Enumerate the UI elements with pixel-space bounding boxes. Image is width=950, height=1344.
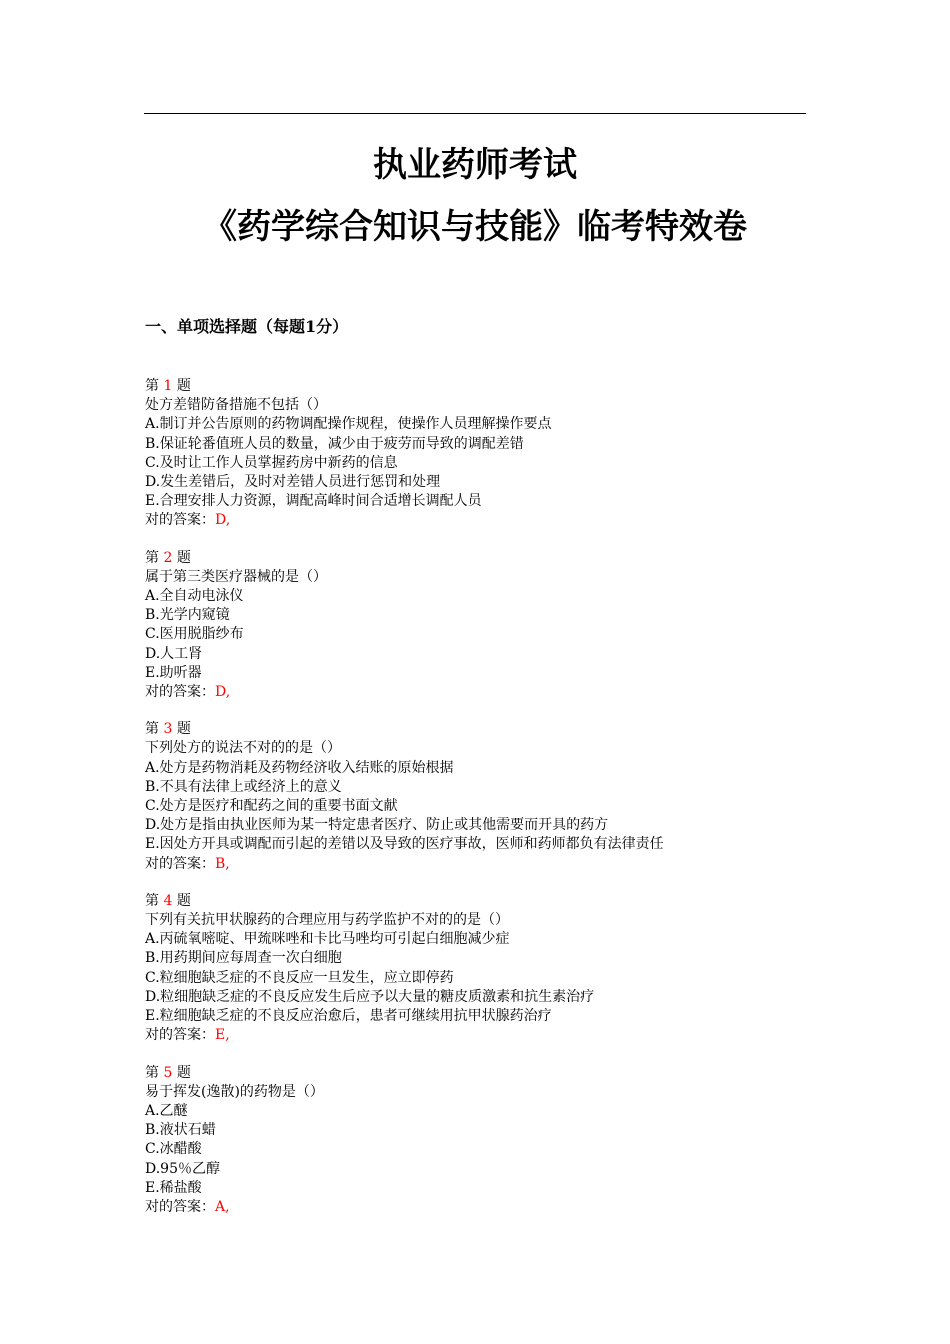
question-option: A.丙硫氧嘧啶、甲巯咪唑和卡比马唑均可引起白细胞减少症 — [145, 931, 510, 948]
question-option: C.及时让工作人员掌握药房中新药的信息 — [145, 454, 398, 471]
question-suffix: 题 — [176, 549, 191, 566]
answer-value: D, — [215, 684, 231, 701]
question-option: E.粒细胞缺乏症的不良反应治愈后，患者可继续用抗甲状腺药治疗 — [145, 1008, 552, 1025]
question-option: C.冰醋酸 — [145, 1141, 202, 1158]
question-suffix: 题 — [176, 892, 191, 909]
question-number: 4 — [163, 892, 173, 909]
question-prefix: 第 — [145, 378, 159, 394]
question-option: A.乙醚 — [145, 1102, 188, 1119]
question-prefix: 第 — [145, 549, 159, 566]
question-option: D.95％乙醇 — [145, 1160, 220, 1177]
answer-value: E, — [215, 1027, 230, 1044]
question-header — [145, 1064, 845, 1083]
answer-line — [145, 855, 845, 874]
answer-value: D, — [215, 512, 231, 529]
answer-prefix: 对的答案： — [145, 855, 215, 872]
question-stem: 下列有关抗甲状腺药的合理应用与药学监护不对的的是（） — [145, 912, 509, 929]
answer-line — [145, 683, 845, 702]
question-option: E.稀盐酸 — [145, 1179, 202, 1196]
question-list — [145, 377, 845, 1235]
question-stem: 属于第三类医疗器械的是（） — [145, 568, 327, 585]
question-header — [145, 892, 845, 911]
question-prefix: 第 — [145, 1064, 159, 1081]
question-option: E.助听器 — [145, 664, 202, 681]
answer-line — [145, 1026, 845, 1045]
question-number: 3 — [163, 721, 173, 738]
answer-line — [145, 511, 845, 530]
section-heading: 一、单项选择题（每题1分） — [145, 317, 349, 336]
question-option: D.处方是指由执业医师为某一特定患者医疗、防止或其他需要而开具的药方 — [145, 817, 609, 834]
answer-line — [145, 1198, 845, 1217]
question-option: A.制订并公告原则的药物调配操作规程，使操作人员理解操作要点 — [145, 416, 552, 433]
answer-prefix: 对的答案： — [145, 684, 215, 701]
question-option: C.医用脱脂纱布 — [145, 626, 244, 643]
question-number: 5 — [163, 1064, 173, 1081]
question-option: B.用药期间应每周查一次白细胞 — [145, 950, 342, 967]
question-number: 2 — [163, 549, 173, 566]
question-header — [145, 720, 845, 739]
question-option: A.处方是药物消耗及药物经济收入结账的原始根据 — [145, 759, 454, 776]
question-header — [145, 377, 845, 396]
question-option: B.液状石蜡 — [145, 1122, 216, 1139]
question-block — [145, 377, 845, 531]
question-option: A.全自动电泳仪 — [145, 588, 244, 605]
question-option: C.粒细胞缺乏症的不良反应一旦发生，应立即停药 — [145, 969, 454, 986]
question-block — [145, 720, 845, 874]
question-block — [145, 1064, 845, 1218]
question-option: B.保证轮番值班人员的数量，减少由于疲劳而导致的调配差错 — [145, 435, 524, 452]
question-stem: 下列处方的说法不对的的是（） — [145, 740, 341, 757]
top-rule — [144, 113, 806, 114]
question-suffix: 题 — [176, 378, 191, 394]
question-header — [145, 549, 845, 568]
question-option: D.粒细胞缺乏症的不良反应发生后应予以大量的糖皮质激素和抗生素治疗 — [145, 988, 595, 1005]
question-prefix: 第 — [145, 721, 159, 738]
question-suffix: 题 — [176, 1064, 191, 1081]
question-prefix: 第 — [145, 892, 159, 909]
question-number: 1 — [163, 378, 173, 394]
question-option: D.人工肾 — [145, 645, 203, 662]
answer-prefix: 对的答案： — [145, 1027, 215, 1044]
question-option: E.合理安排人力资源，调配高峰时间合适增长调配人员 — [145, 493, 482, 510]
question-block — [145, 892, 845, 1046]
title-block — [0, 140, 950, 252]
answer-value: B, — [215, 855, 230, 872]
answer-prefix: 对的答案： — [145, 1198, 215, 1215]
question-option: D.发生差错后，及时对差错人员进行惩罚和处理 — [145, 474, 441, 491]
question-option: E.因处方开具或调配而引起的差错以及导致的医疗事故，医师和药师都负有法律责任 — [145, 836, 664, 853]
question-stem: 处方差错防备措施不包括（） — [145, 397, 327, 414]
question-option: B.光学内窥镜 — [145, 607, 230, 624]
question-suffix: 题 — [176, 721, 191, 738]
question-option: B.不具有法律上或经济上的意义 — [145, 778, 342, 795]
doc-title: 执业药师考试 — [373, 145, 577, 185]
doc-subtitle: 《药学综合知识与技能》临考特效卷 — [203, 207, 747, 247]
question-block — [145, 549, 845, 703]
question-stem: 易于挥发(逸散)的药物是（） — [145, 1083, 324, 1100]
question-option: C.处方是医疗和配药之间的重要书面文献 — [145, 798, 398, 815]
answer-value: A, — [215, 1198, 230, 1215]
answer-prefix: 对的答案： — [145, 512, 215, 529]
